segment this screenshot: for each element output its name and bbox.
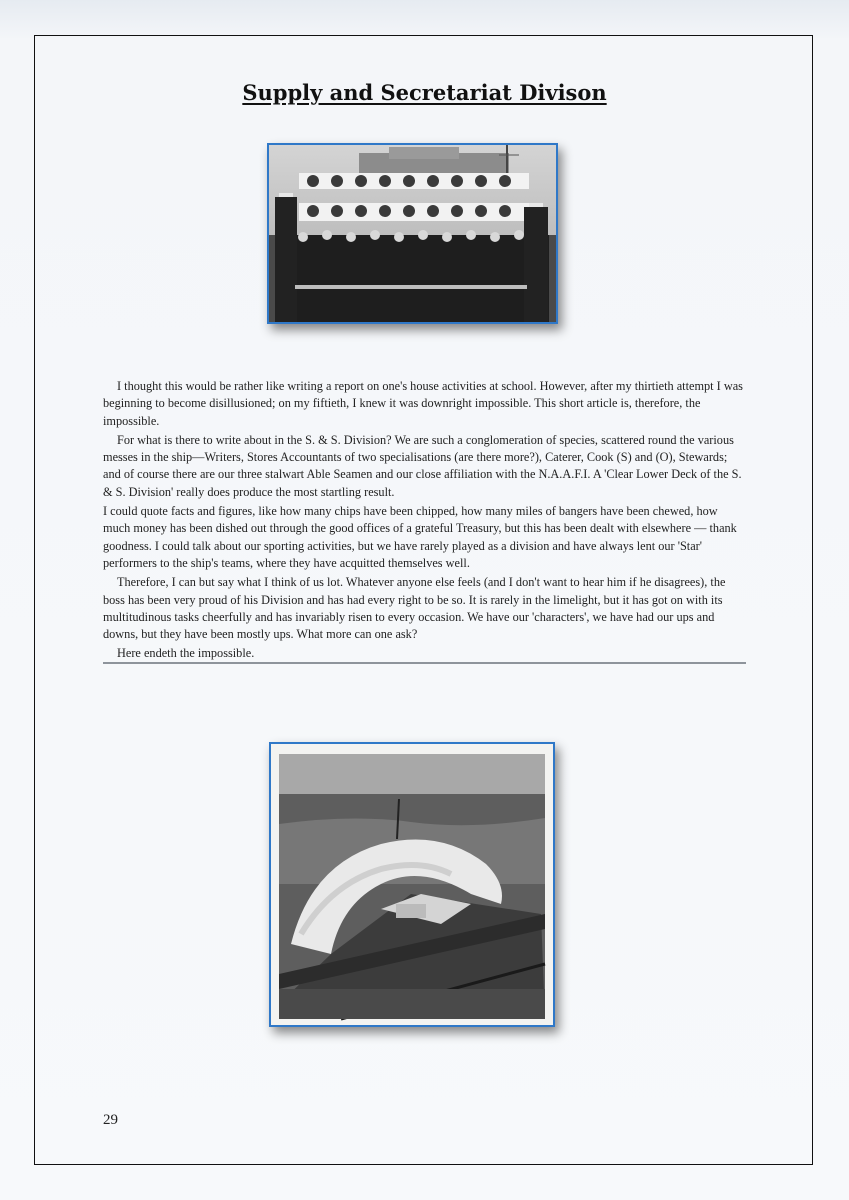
paragraph: Therefore, I can but say what I think of us lot. Whatever anyone else feels (and I don't want to hear him if he disagrees), the boss has been very proud of his Division and has had every right to be so. It is rarely in the limelight, but it has got on with its multitudinous tasks cheerfully and has invariably risen to every occasion. We have our 'characters', we have had our ups and downs, but they have been mostly ups. What more can one ask? bbox=[103, 575, 726, 642]
division-group-photo bbox=[267, 143, 558, 324]
paragraph: I could quote facts and figures, like how many chips have been chipped, how many miles of bangers have been chewed, how much money has been dished out through the good offices of a grateful Treasury, but this has been dealt with elsewhere — thank goodness. I could talk about our sporting activities, but we have rarely played as a division and have always lent our 'Star' performers to the ship's teams, where they have acquitted themselves well. bbox=[103, 504, 737, 570]
ship-bow-wave-photo bbox=[269, 742, 555, 1027]
paragraph: For what is there to write about in the S. & S. Division? We are such a conglomeration of species, scattered round the various messes in the ship—Writers, Stores Accountants of two specialisations (are there more?), Caterer, Cook (S) and (O), Stewards; and of course there are our three stalwart Able Seamen and our close affiliation with the N.A.A.F.I. A 'Clear Lower Deck of the S. & S. Division' really does produce the most startling result. bbox=[103, 432, 742, 499]
paragraph: Here endeth the impossible. bbox=[117, 646, 255, 661]
page-number: 29 bbox=[103, 1112, 118, 1128]
section-divider bbox=[103, 662, 746, 664]
page-title: Supply and Secretariat Divison bbox=[242, 80, 607, 105]
article-body bbox=[103, 378, 748, 665]
paragraph: I thought this would be rather like writing a report on one's house activities at school. However, after my thirtieth attempt I was beginning to become disillusioned; on my fiftieth, I knew it was downright impossible. This short article is, therefore, the impossible. bbox=[103, 379, 743, 428]
